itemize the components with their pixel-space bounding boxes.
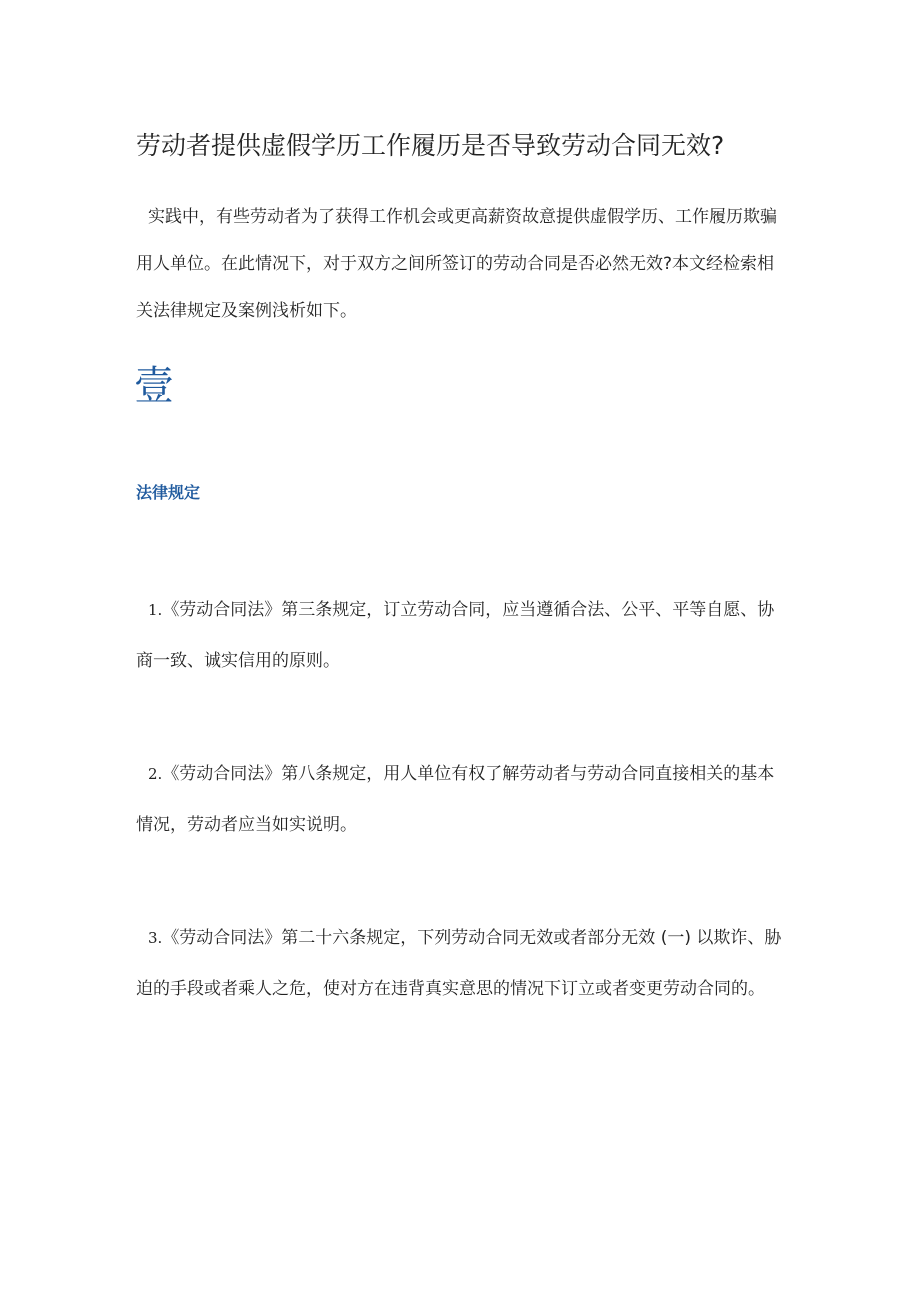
section-heading: 法律规定 xyxy=(136,483,201,502)
article-text: 《劳动合同法》第三条规定，订立劳动合同，应当遵循合法、公平、平等自愿、协商一致、诚实信用的原则。 xyxy=(136,600,775,671)
article-text: 《劳动合同法》第八条规定，用人单位有权了解劳动者与劳动合同直接相关的基本情况，劳动者应当如实说明。 xyxy=(136,764,775,835)
document-title: 劳动者提供虚假学历工作履历是否导致劳动合同无效? xyxy=(136,131,725,160)
article-number: 2. xyxy=(148,765,163,783)
section-number: 壹 xyxy=(134,363,174,409)
article-item-3 xyxy=(136,913,796,1015)
article-text: 《劳动合同法》第二十六条规定，下列劳动合同无效或者部分无效 (一) 以欺诈、胁迫的手段或者乘人之危，使对方在违背真实意思的情况下订立或者变更劳动合同的。 xyxy=(136,928,782,999)
article-item-2 xyxy=(136,749,786,851)
intro-paragraph: 实践中，有些劳动者为了获得工作机会或更高薪资故意提供虚假学历、工作履历欺骗用人单位。在此情况下，对于双方之间所签订的劳动合同是否必然无效?本文经检索相关法律规定及案例浅析如下。 xyxy=(136,207,777,321)
article-number: 3. xyxy=(148,929,163,947)
article-item-1 xyxy=(136,585,786,687)
article-number: 1. xyxy=(148,601,163,619)
